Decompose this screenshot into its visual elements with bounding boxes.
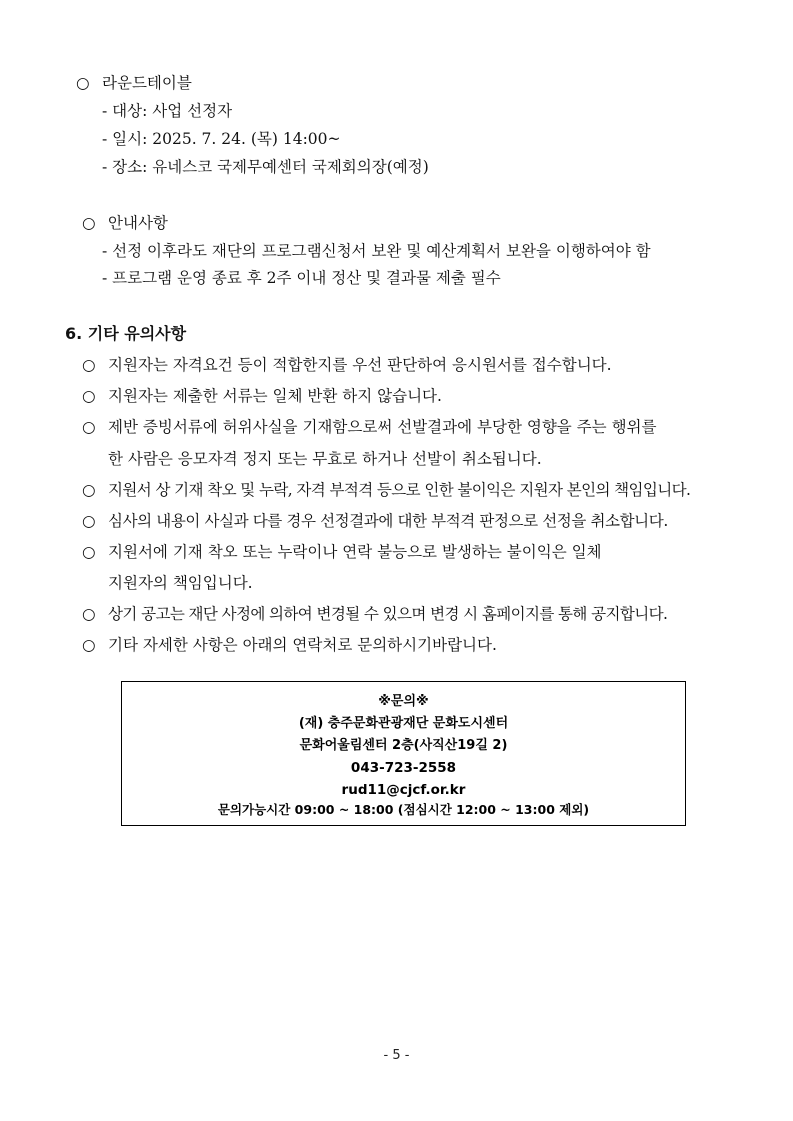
page-number: - 5 - [383,1048,410,1063]
guidance-item: - 선정 이후라도 재단의 프로그램신청서 보완 및 예산계획서 보완을 이행하여야 함 [102,242,651,260]
roundtable-venue: - 장소: 유네스코 국제무예센터 국제회의장(예정) [102,158,429,176]
circle-bullet-icon: ○ [82,418,96,436]
circle-bullet-icon: ○ [82,512,96,530]
notice-item: ○ 제반 증빙서류에 허위사실을 기재함으로써 선발결과에 부당한 영향을 주는 행위를 [82,418,657,436]
notice-item: ○ 상기 공고는 재단 사정에 의하여 변경될 수 있으며 변경 시 홈페이지를 통해 공지합니다. [82,605,668,623]
circle-bullet-icon: ○ [82,605,96,623]
roundtable-title: 라운드테이블 [102,74,192,92]
circle-bullet-icon: ○ [82,543,96,561]
roundtable-target: - 대상: 사업 선정자 [102,102,233,120]
notice-item: ○ 지원서에 기재 착오 또는 누락이나 연락 불능으로 발생하는 불이익은 일체 [82,543,602,561]
section-heading: 6. 기타 유의사항 [65,324,187,343]
contact-address: 문화어울림센터 2층(사직산19길 2) [299,738,508,753]
guidance-header [82,213,168,233]
contact-box [121,681,686,826]
notice-item: ○ 지원서 상 기재 착오 및 누락, 자격 부적격 등으로 인한 불이익은 지원자 본인의 책임입니다. [82,481,691,499]
notice-item: ○ 지원자는 제출한 서류는 일체 반환 하지 않습니다. [82,387,442,405]
notice-item-continuation: 한 사람은 응모자격 정지 또는 무효로 하거나 선발이 취소됩니다. [108,450,542,468]
circle-bullet-icon: ○ [82,636,96,654]
notice-item: ○ 지원자는 자격요건 등이 적합한지를 우선 판단하여 응시원서를 접수합니다. [82,356,612,374]
circle-bullet-icon: ○ [76,74,90,92]
circle-bullet-icon: ○ [82,214,96,232]
guidance-title: 안내사항 [108,214,168,232]
notice-item: ○ 심사의 내용이 사실과 다를 경우 선정결과에 대한 부적격 판정으로 선정을 취소합니다. [82,512,668,530]
notice-item-continuation: 지원자의 책임입니다. [108,574,253,592]
circle-bullet-icon: ○ [82,481,96,499]
circle-bullet-icon: ○ [82,387,96,405]
guidance-item: - 프로그램 운영 종료 후 2주 이내 정산 및 결과물 제출 필수 [102,269,501,287]
contact-title: ※문의※ [378,694,429,709]
roundtable-datetime: - 일시: 2025. 7. 24. (목) 14:00~ [102,130,341,148]
roundtable-header [76,73,192,93]
contact-organization: (재) 충주문화관광재단 문화도시센터 [298,716,509,731]
notice-item: ○ 기타 자세한 사항은 아래의 연락처로 문의하시기바랍니다. [82,636,497,654]
contact-phone: 043-723-2558 [350,760,457,776]
contact-hours: 문의가능시간 09:00 ~ 18:00 (점심시간 12:00 ~ 13:00 제외) [217,802,590,817]
circle-bullet-icon: ○ [82,356,96,374]
contact-email[interactable]: rud11@cjcf.or.kr [341,782,466,798]
